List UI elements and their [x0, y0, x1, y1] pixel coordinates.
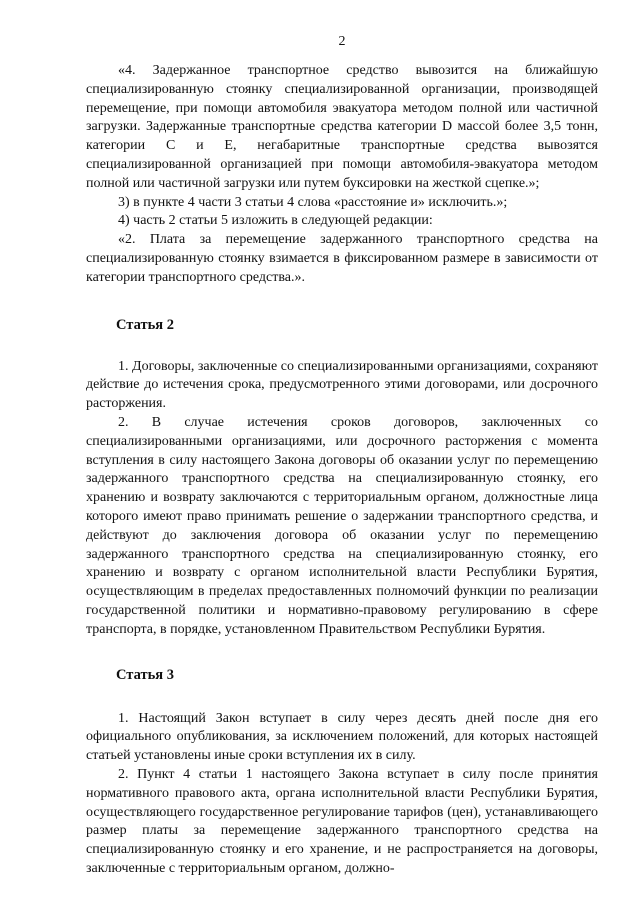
- amendment-paragraph-4: «4. Задержанное транспортное средство вывозится на ближайшую специализированную стоянку специализированной организации, производящей перемещение, при помощи автомобиля эвакуатора методом полной или частичной загрузки. Задержанные транспортные средства категории D массой более 3,5 тонн, категории C и E, негабаритные транспортные средства вывозятся специализированной организацией при помощи автомобиля-эвакуатора методом полной или частичной загрузки или путем буксировки на жесткой сцепке.»;: [86, 63, 598, 191]
- page-number: 2: [338, 34, 346, 49]
- amendment-paragraph-2: «2. Плата за перемещение задержанного транспортного средства на специализированную стоянку взимается в фиксированном размере в зависимости от категории транспортного средства.».: [86, 232, 598, 285]
- article-3-paragraph-2: 2. Пункт 4 статьи 1 настоящего Закона вступает в силу после принятия нормативного правового акта, органа исполнительной власти Республики Бурятия, осуществляющего государственное регулирование тарифов (цен), устанавливающего размер платы за перемещение задержанного транспортного средства на специализированную стоянку и его хранение, и не распространяется на договоры, заключенные с территориальным органом, должно-: [86, 766, 598, 876]
- article-2-heading: Статья 2: [116, 316, 174, 333]
- amendment-item-4: 4) часть 2 статьи 5 изложить в следующей редакции:: [118, 213, 433, 229]
- article-3-paragraph-1: 1. Настоящий Закон вступает в силу через десять дней после дня его официального опубликования, за исключением положений, для которых настоящей статьей установлены иные сроки вступления их в силу.: [86, 710, 598, 764]
- article-3-heading: Статья 3: [116, 666, 174, 683]
- article-2-paragraph-1: 1. Договоры, заключенные со специализированными организациями, сохраняют действие до истечения срока, предусмотренного этими договорами, или досрочного расторжения.: [86, 358, 598, 412]
- amendment-item-3: 3) в пункте 4 части 3 статьи 4 слова «расстояние и» исключить.»;: [118, 194, 508, 210]
- article-2-paragraph-2: 2. В случае истечения сроков договоров, заключенных со специализированными организациями, или досрочного расторжения с момента вступления в силу настоящего Закона договоры об оказании услуг по перемещению задержанного транспортного средства на специализированную стоянку, его хранению и возврату заключаются с территориальным органом, должностные лица которого имеют право принимать решение о задержании транспортного средства, и действуют до заключения договора об оказании услуг по перемещению задержанного транспортного средства на специализированную стоянку, его хранению и возврату с органом исполнительной власти Республики Бурятия, осуществляющим в пределах предоставленных полномочий функции по реализации государственной политики и нормативно-правовому регулированию в сфере транспорта, в порядке, установленном Правительством Республики Бурятия.: [86, 414, 598, 637]
